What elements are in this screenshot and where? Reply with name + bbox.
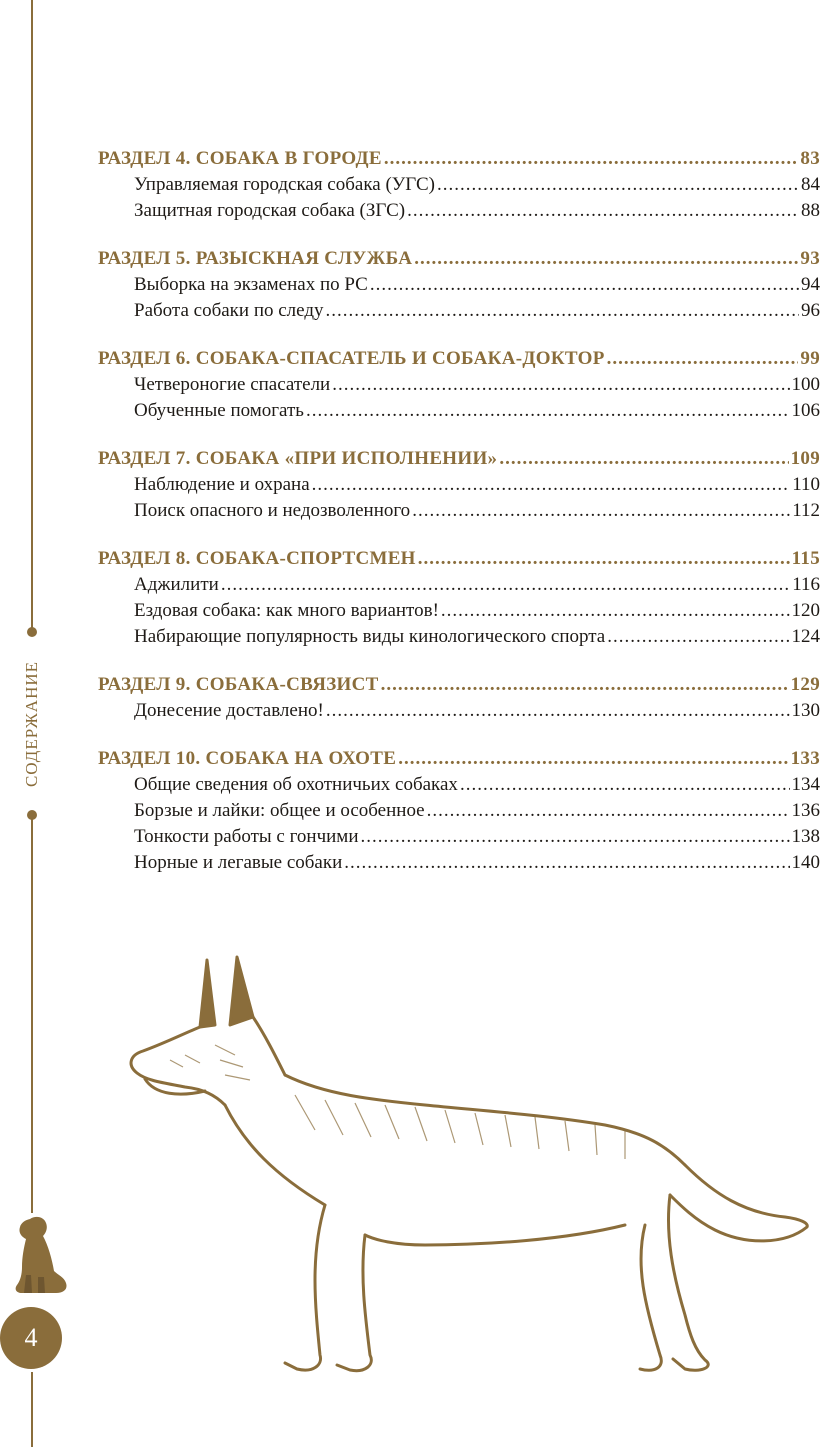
- toc-entry[interactable]: [98, 272, 820, 298]
- toc-section: [98, 246, 820, 324]
- toc-entry-page: 94: [801, 274, 820, 295]
- toc-section-heading[interactable]: [98, 546, 820, 572]
- side-rule-bottom: [31, 1372, 33, 1447]
- toc-section-title: РАЗДЕЛ 6. СОБАКА-СПАСАТЕЛЬ И СОБАКА-ДОКТОР: [98, 348, 605, 369]
- toc-entry[interactable]: [98, 698, 820, 724]
- toc-entry-page: 116: [792, 574, 820, 595]
- toc-entry-page: 124: [791, 626, 820, 647]
- toc-section: [98, 746, 820, 876]
- toc-section: [98, 672, 820, 724]
- toc-entry-title: Наблюдение и охрана: [134, 474, 310, 495]
- toc-entry-page: 112: [792, 500, 820, 521]
- toc-section-heading[interactable]: [98, 246, 820, 272]
- toc-entry-title: Выборка на экзаменах по РС: [134, 274, 368, 295]
- toc-section-heading[interactable]: [98, 146, 820, 172]
- toc-entry[interactable]: [98, 198, 820, 224]
- toc-section-heading[interactable]: [98, 746, 820, 772]
- toc-entry-page: 136: [791, 800, 820, 821]
- toc-section-title: РАЗДЕЛ 7. СОБАКА «ПРИ ИСПОЛНЕНИИ»: [98, 448, 498, 469]
- toc-entry[interactable]: [98, 624, 820, 650]
- toc-entry-page: 140: [791, 852, 820, 873]
- toc-section: [98, 346, 820, 424]
- toc-entry-page: 138: [791, 826, 820, 847]
- toc-section-page: 99: [800, 348, 820, 369]
- sitting-dog-icon: [8, 1215, 70, 1297]
- toc-entry[interactable]: [98, 298, 820, 324]
- toc-entry[interactable]: [98, 172, 820, 198]
- toc-entry-title: Норные и легавые собаки: [134, 852, 343, 873]
- toc-entry-title: Защитная городская собака (ЗГС): [134, 200, 406, 221]
- toc-entry-title: Общие сведения об охотничьих собаках: [134, 774, 458, 795]
- toc-entry-title: Обученные помогать: [134, 400, 304, 421]
- toc-entry-page: 130: [791, 700, 820, 721]
- toc-entry-title: Аджилити: [134, 574, 219, 595]
- toc-section: [98, 146, 820, 224]
- table-of-contents: [98, 146, 820, 898]
- toc-entry-page: 88: [801, 200, 820, 221]
- toc-section-title: РАЗДЕЛ 10. СОБАКА НА ОХОТЕ: [98, 748, 397, 769]
- toc-entry[interactable]: [98, 398, 820, 424]
- toc-entry-title: Работа собаки по следу: [134, 300, 324, 321]
- toc-section-title: РАЗДЕЛ 8. СОБАКА-СПОРТСМЕН: [98, 548, 416, 569]
- side-rule-top: [31, 0, 33, 630]
- page-number: 4: [24, 1323, 38, 1352]
- shepherd-dog-illustration: [125, 955, 815, 1400]
- toc-entry-title: Управляемая городская собака (УГС): [134, 174, 435, 195]
- toc-section-title: РАЗДЕЛ 9. СОБАКА-СВЯЗИСТ: [98, 674, 379, 695]
- toc-entry-page: 120: [791, 600, 820, 621]
- toc-entry[interactable]: [98, 798, 820, 824]
- toc-entry[interactable]: [98, 498, 820, 524]
- side-rule-middle: [31, 818, 33, 1213]
- toc-entry[interactable]: [98, 850, 820, 876]
- toc-entry-title: Борзые и лайки: общее и особенное: [134, 800, 425, 821]
- toc-section-page: 93: [800, 248, 820, 269]
- toc-section-page: 129: [790, 674, 820, 695]
- toc-entry-title: Тонкости работы с гончими: [134, 826, 359, 847]
- toc-section-heading[interactable]: [98, 446, 820, 472]
- toc-section-title: РАЗДЕЛ 4. СОБАКА В ГОРОДЕ: [98, 148, 382, 169]
- toc-section: [98, 446, 820, 524]
- toc-section-heading[interactable]: [98, 346, 820, 372]
- toc-section-page: 115: [791, 548, 820, 569]
- side-label: СОДЕРЖАНИЕ: [22, 660, 41, 788]
- toc-entry-title: Ездовая собака: как много вариантов!: [134, 600, 439, 621]
- toc-entry[interactable]: [98, 772, 820, 798]
- toc-section-page: 109: [790, 448, 820, 469]
- side-rule-dot-top: [27, 627, 37, 637]
- toc-entry[interactable]: [98, 472, 820, 498]
- toc-section: [98, 546, 820, 650]
- toc-entry[interactable]: [98, 598, 820, 624]
- toc-entry-page: 100: [791, 374, 820, 395]
- toc-section-page: 83: [800, 148, 820, 169]
- toc-entry-page: 134: [791, 774, 820, 795]
- toc-entry-title: Поиск опасного и недозволенного: [134, 500, 411, 521]
- toc-entry-page: 84: [801, 174, 820, 195]
- toc-section-page: 133: [790, 748, 820, 769]
- toc-entry-page: 106: [791, 400, 820, 421]
- toc-entry[interactable]: [98, 372, 820, 398]
- page-number-badge: [0, 1307, 62, 1369]
- toc-entry[interactable]: [98, 824, 820, 850]
- toc-entry-page: 110: [792, 474, 820, 495]
- toc-entry-page: 96: [801, 300, 820, 321]
- toc-entry-title: Донесение доставлено!: [134, 700, 324, 721]
- toc-section-title: РАЗДЕЛ 5. РАЗЫСКНАЯ СЛУЖБА: [98, 248, 413, 269]
- toc-section-heading[interactable]: [98, 672, 820, 698]
- toc-entry-title: Четвероногие спасатели: [134, 374, 331, 395]
- toc-entry-title: Набирающие популярность виды кинологического спорта: [134, 626, 606, 647]
- toc-entry[interactable]: [98, 572, 820, 598]
